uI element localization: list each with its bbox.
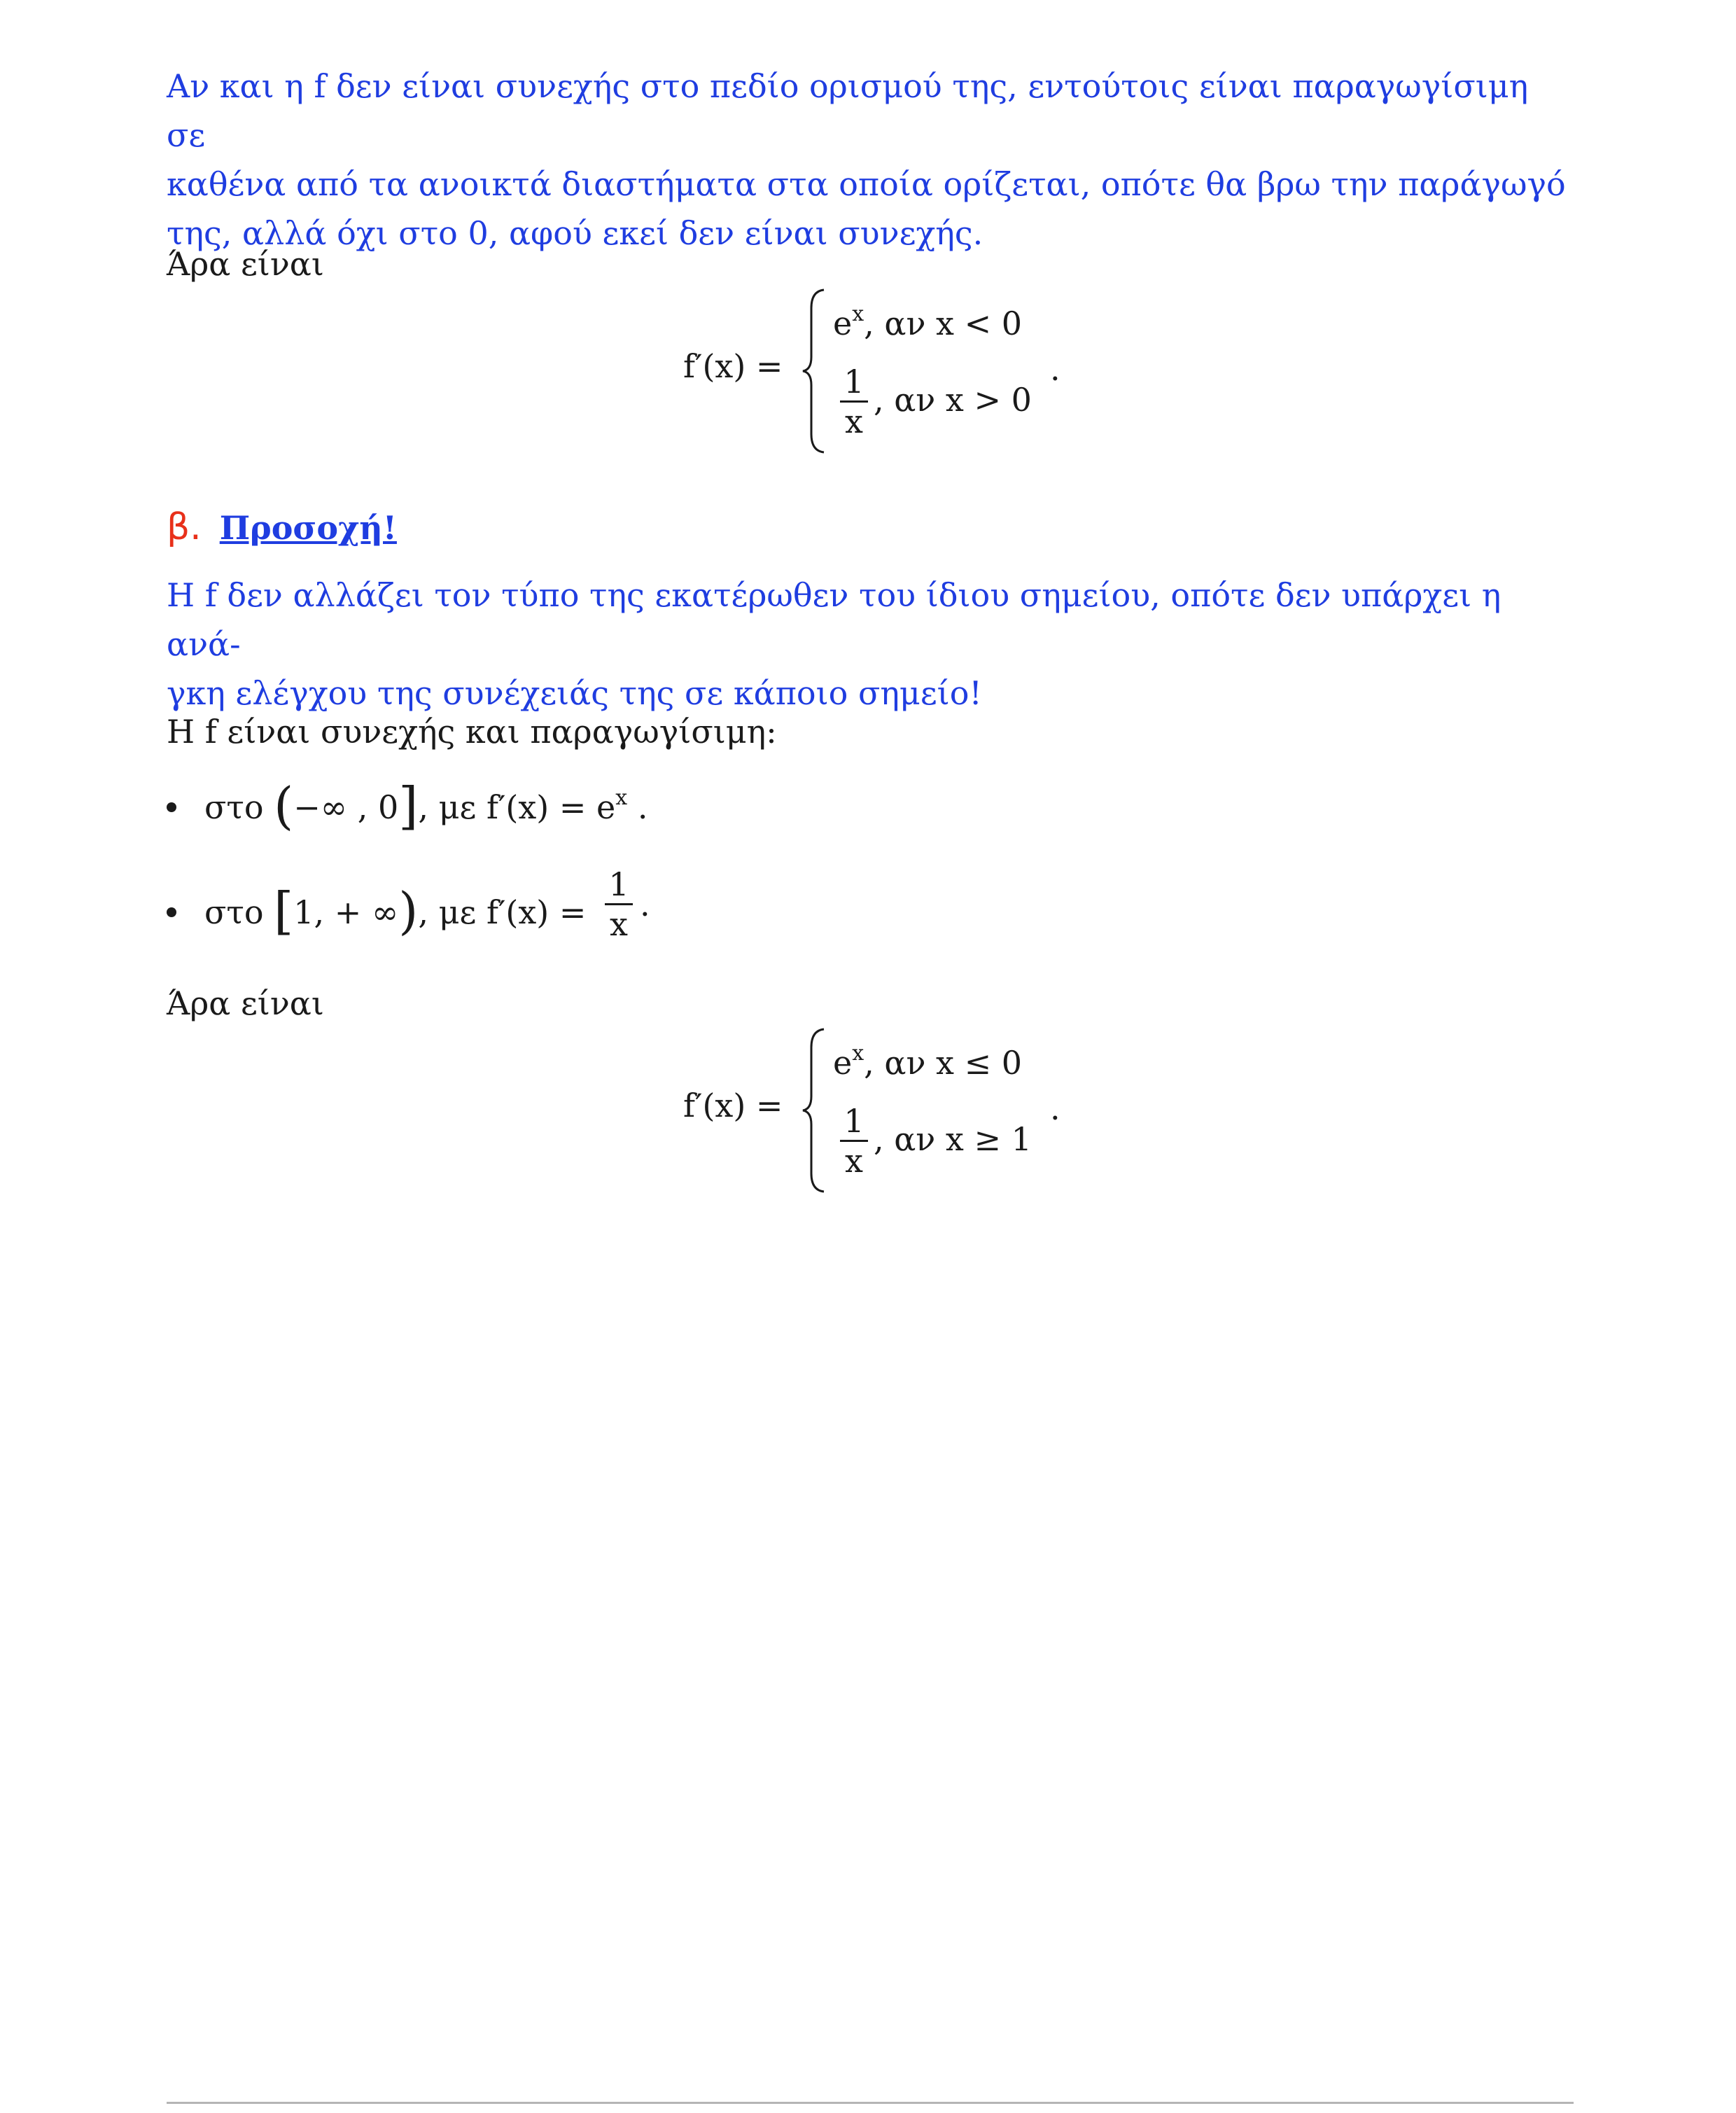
formula-1-case-1 bbox=[833, 302, 1023, 342]
formula-1-fraction bbox=[840, 364, 868, 439]
bullet-2-open: [ bbox=[274, 881, 294, 940]
note-line-1: Η f δεν αλλάζει τον τύπο της εκατέρωθεν του ίδιου σημείου, οπότε δεν υπάρχει η ανά- bbox=[167, 576, 1502, 663]
bullet-2-end: . bbox=[640, 886, 650, 923]
bullet-1-close: ] bbox=[398, 776, 419, 835]
bullet-1-end: . bbox=[627, 788, 648, 826]
section-b-letter: β. bbox=[167, 506, 202, 548]
formula-1-case-1-exp: x bbox=[852, 302, 864, 326]
bullet-2-prefix: στο bbox=[204, 893, 264, 931]
formula-2-fraction-num: 1 bbox=[844, 1102, 864, 1140]
note-paragraph bbox=[167, 571, 1574, 718]
footer-divider bbox=[167, 2102, 1574, 2104]
formula-2-brace bbox=[800, 1026, 828, 1194]
note-line-2: γκη ελέγχου της συνέχειάς της σε κάποιο σημείο! bbox=[167, 674, 982, 712]
bullet-item-2 bbox=[167, 881, 587, 944]
formula-1-brace bbox=[800, 287, 828, 455]
bullet-2-close: ) bbox=[398, 881, 419, 940]
continuity-statement: Η f είναι συνεχής και παραγωγίσιμη: bbox=[167, 713, 777, 751]
formula-1-end-dot: . bbox=[1050, 350, 1060, 388]
formula-2-fraction-den: x bbox=[845, 1142, 863, 1180]
intro-line-2: καθένα από τα ανοικτά διαστήματα στα οποία ορίζεται, οπότε θα βρω την παράγωγό bbox=[167, 165, 1566, 203]
formula-2-end-dot: . bbox=[1050, 1089, 1060, 1127]
formula-2-fraction bbox=[840, 1103, 868, 1178]
bullet-2-fraction bbox=[605, 867, 633, 942]
formula-1-fraction-den: x bbox=[845, 403, 863, 440]
bullet-2-middle: , με f′(x) = bbox=[418, 893, 587, 931]
bullet-2-fraction-den: x bbox=[610, 905, 628, 943]
intro-paragraph bbox=[167, 62, 1574, 258]
bullet-1-open: ( bbox=[274, 776, 294, 835]
ara-einai-1: Άρα είναι bbox=[167, 245, 324, 283]
intro-line-3: της, αλλά όχι στο 0, αφού εκεί δεν είναι συνεχής. bbox=[167, 214, 983, 252]
section-b-heading bbox=[167, 503, 397, 552]
bullet-1-exp: x bbox=[615, 786, 628, 810]
ara-einai-2: Άρα είναι bbox=[167, 984, 324, 1022]
bullet-1-prefix: στο bbox=[204, 788, 264, 826]
formula-2-case-2-cond: , αν x ≥ 1 bbox=[874, 1120, 1032, 1158]
formula-1-case-2-cond: , αν x > 0 bbox=[874, 381, 1032, 419]
bullet-2-fraction-num: 1 bbox=[608, 865, 629, 903]
formula-2-case-1-base: e bbox=[833, 1044, 853, 1082]
bullet-1-middle: , με f′(x) = e bbox=[418, 788, 616, 826]
formula-1-fraction-num: 1 bbox=[844, 363, 864, 400]
bullet-dot-icon bbox=[167, 802, 176, 812]
bullet-2-interval: 1, + ∞ bbox=[293, 893, 399, 931]
formula-1-lhs: f′(x) = bbox=[683, 347, 783, 385]
bullet-dot-icon bbox=[167, 907, 176, 917]
formula-2-case-1-exp: x bbox=[852, 1041, 864, 1066]
formula-2-case-1 bbox=[833, 1041, 1023, 1082]
formula-2-case-1-cond: , αν x ≤ 0 bbox=[864, 1044, 1023, 1082]
bullet-item-1 bbox=[167, 776, 648, 839]
bullet-1-interval: −∞ , 0 bbox=[293, 788, 399, 826]
formula-1-case-1-base: e bbox=[833, 305, 853, 342]
formula-1-case-1-cond: , αν x < 0 bbox=[864, 305, 1023, 342]
section-b-warning: Προσοχή! bbox=[219, 509, 397, 547]
formula-2-lhs: f′(x) = bbox=[683, 1087, 783, 1124]
intro-line-1: Αν και η f δεν είναι συνεχής στο πεδίο ορισμού της, εντούτοις είναι παραγωγίσιμη σε bbox=[167, 67, 1529, 154]
